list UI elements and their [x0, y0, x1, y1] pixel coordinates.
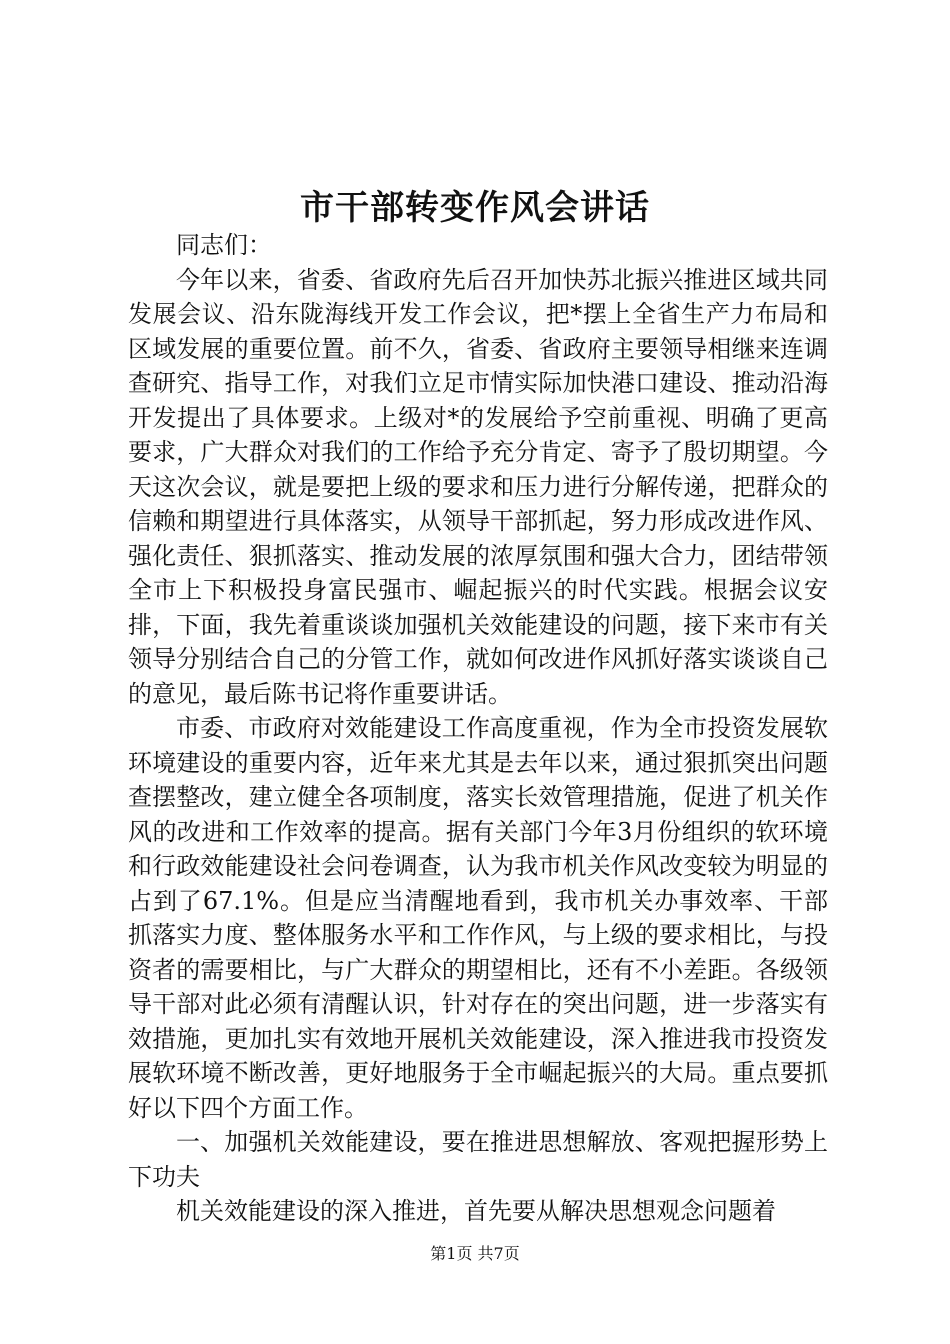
page-footer: 第1页 共7页: [430, 1244, 520, 1263]
paragraph-3: 机关效能建设的深入推进，首先要从解决思想观念问题着: [176, 1197, 776, 1225]
document-title: 市干部转变作风会讲话: [300, 188, 650, 228]
paragraph-1: 今年以来，省委、省政府先后召开加快苏北振兴推进区域共同发展会议、沿东陇海线开发工作会议，把*摆上全省生产力布局和区域发展的重要位置。前不久，省委、省政府主要领导相继来连调查研究、指导工作，对我们立足市情实际加快港口建设、推动沿海开发提出了具体要求。上级对*的发展给予空前重视、明确了更高要求，广大群众对我们的工作给予充分肯定、寄予了殷切期望。今天这次会议，就是要把上级的要求和压力进行分解传递，把群众的信赖和期望进行具体落实，从领导干部抓起，努力形成改进作风、强化责任、狠抓落实、推动发展的浓厚氛围和强大合力，团结带领全市上下积极投身富民强市、崛起振兴的时代实践。根据会议安排，下面，我先着重谈谈加强机关效能建设的问题，接下来市有关领导分别结合自己的分管工作，就如何改进作风抓好落实谈谈自己的意见，最后陈书记将作重要讲话。: [128, 265, 828, 708]
salutation: 同志们：: [176, 231, 272, 259]
section-heading-1: 一、加强机关效能建设，要在推进思想解放、客观把握形势上下功夫: [128, 1128, 828, 1191]
document-body: [128, 228, 828, 1229]
paragraph-2: 市委、市政府对效能建设工作高度重视，作为全市投资发展软环境建设的重要内容，近年来尤其是去年以来，通过狠抓突出问题查摆整改，建立健全各项制度，落实长效管理措施，促进了机关作风的改进和工作效率的提高。据有关部门今年3月份组织的软环境和行政效能建设社会问卷调查，认为我市机关作风改变较为明显的占到了67.1%。但是应当清醒地看到，我市机关办事效率、干部抓落实力度、整体服务水平和工作作风，与上级的要求相比，与投资者的需要相比，与广大群众的期望相比，还有不小差距。各级领导干部对此必须有清醒认识，针对存在的突出问题，进一步落实有效措施，更加扎实有效地开展机关效能建设，深入推进我市投资发展软环境不断改善，更好地服务于全市崛起振兴的大局。重点要抓好以下四个方面工作。: [128, 714, 828, 1122]
